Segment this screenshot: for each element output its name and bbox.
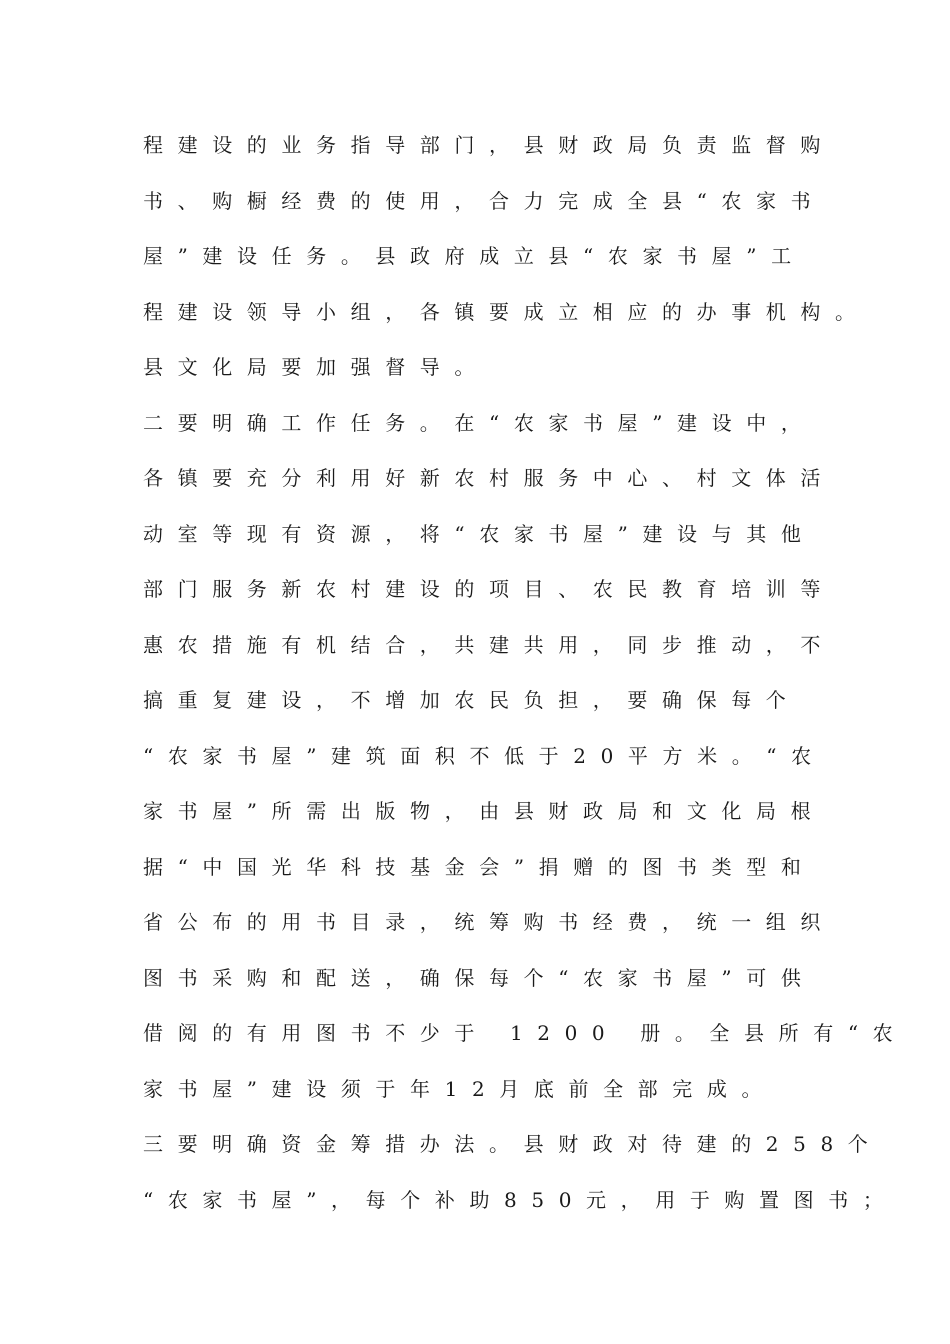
text-line: “农家书屋”，每个补助850元，用于购置图书； <box>143 1187 898 1212</box>
text-line: “农家书屋”建筑面积不低于20平方米。“农 <box>143 743 826 768</box>
text-line: 部门服务新农村建设的项目、农民教育培训等 <box>143 577 835 601</box>
document-body-text <box>143 126 908 1236</box>
text-line: 三要明确资金筹措办法。县财政对待建的258个 <box>143 1132 883 1156</box>
text-line: 省公布的用书目录，统筹购书经费，统一组织 <box>143 910 835 934</box>
text-line: 二要明确工作任务。在“农家书屋”建设中， <box>143 410 816 435</box>
text-line: 各镇要充分利用好新农村服务中心、村文体活 <box>143 466 835 490</box>
text-line: 屋”建设任务。县政府成立县“农家书屋”工 <box>143 244 806 268</box>
text-line: 县文化局要加强督导。 <box>143 355 489 379</box>
text-line: 据“中国光华科技基金会”捐赠的图书类型和 <box>143 854 816 879</box>
text-line: 家书屋”所需出版物，由县财政局和文化局根 <box>143 799 826 823</box>
text-line: 程建设的业务指导部门，县财政局负责监督购 <box>143 133 835 157</box>
text-line: 程建设领导小组，各镇要成立相应的办事机构。 <box>143 299 870 324</box>
text-line: 图书采购和配送，确保每个“农家书屋”可供 <box>143 965 816 990</box>
text-line: 惠农措施有机结合，共建共用，同步推动，不 <box>143 632 835 657</box>
text-line: 动室等现有资源，将“农家书屋”建设与其他 <box>143 521 816 546</box>
text-line: 家书屋”建设须于年12月底前全部完成。 <box>143 1076 777 1101</box>
text-line: 借阅的有用图书不少于 1200 册。全县所有“农 <box>143 1021 908 1045</box>
text-line: 搞重复建设，不增加农民负担，要确保每个 <box>143 688 801 712</box>
text-line: 书、购橱经费的使用，合力完成全县“农家书 <box>143 188 826 213</box>
